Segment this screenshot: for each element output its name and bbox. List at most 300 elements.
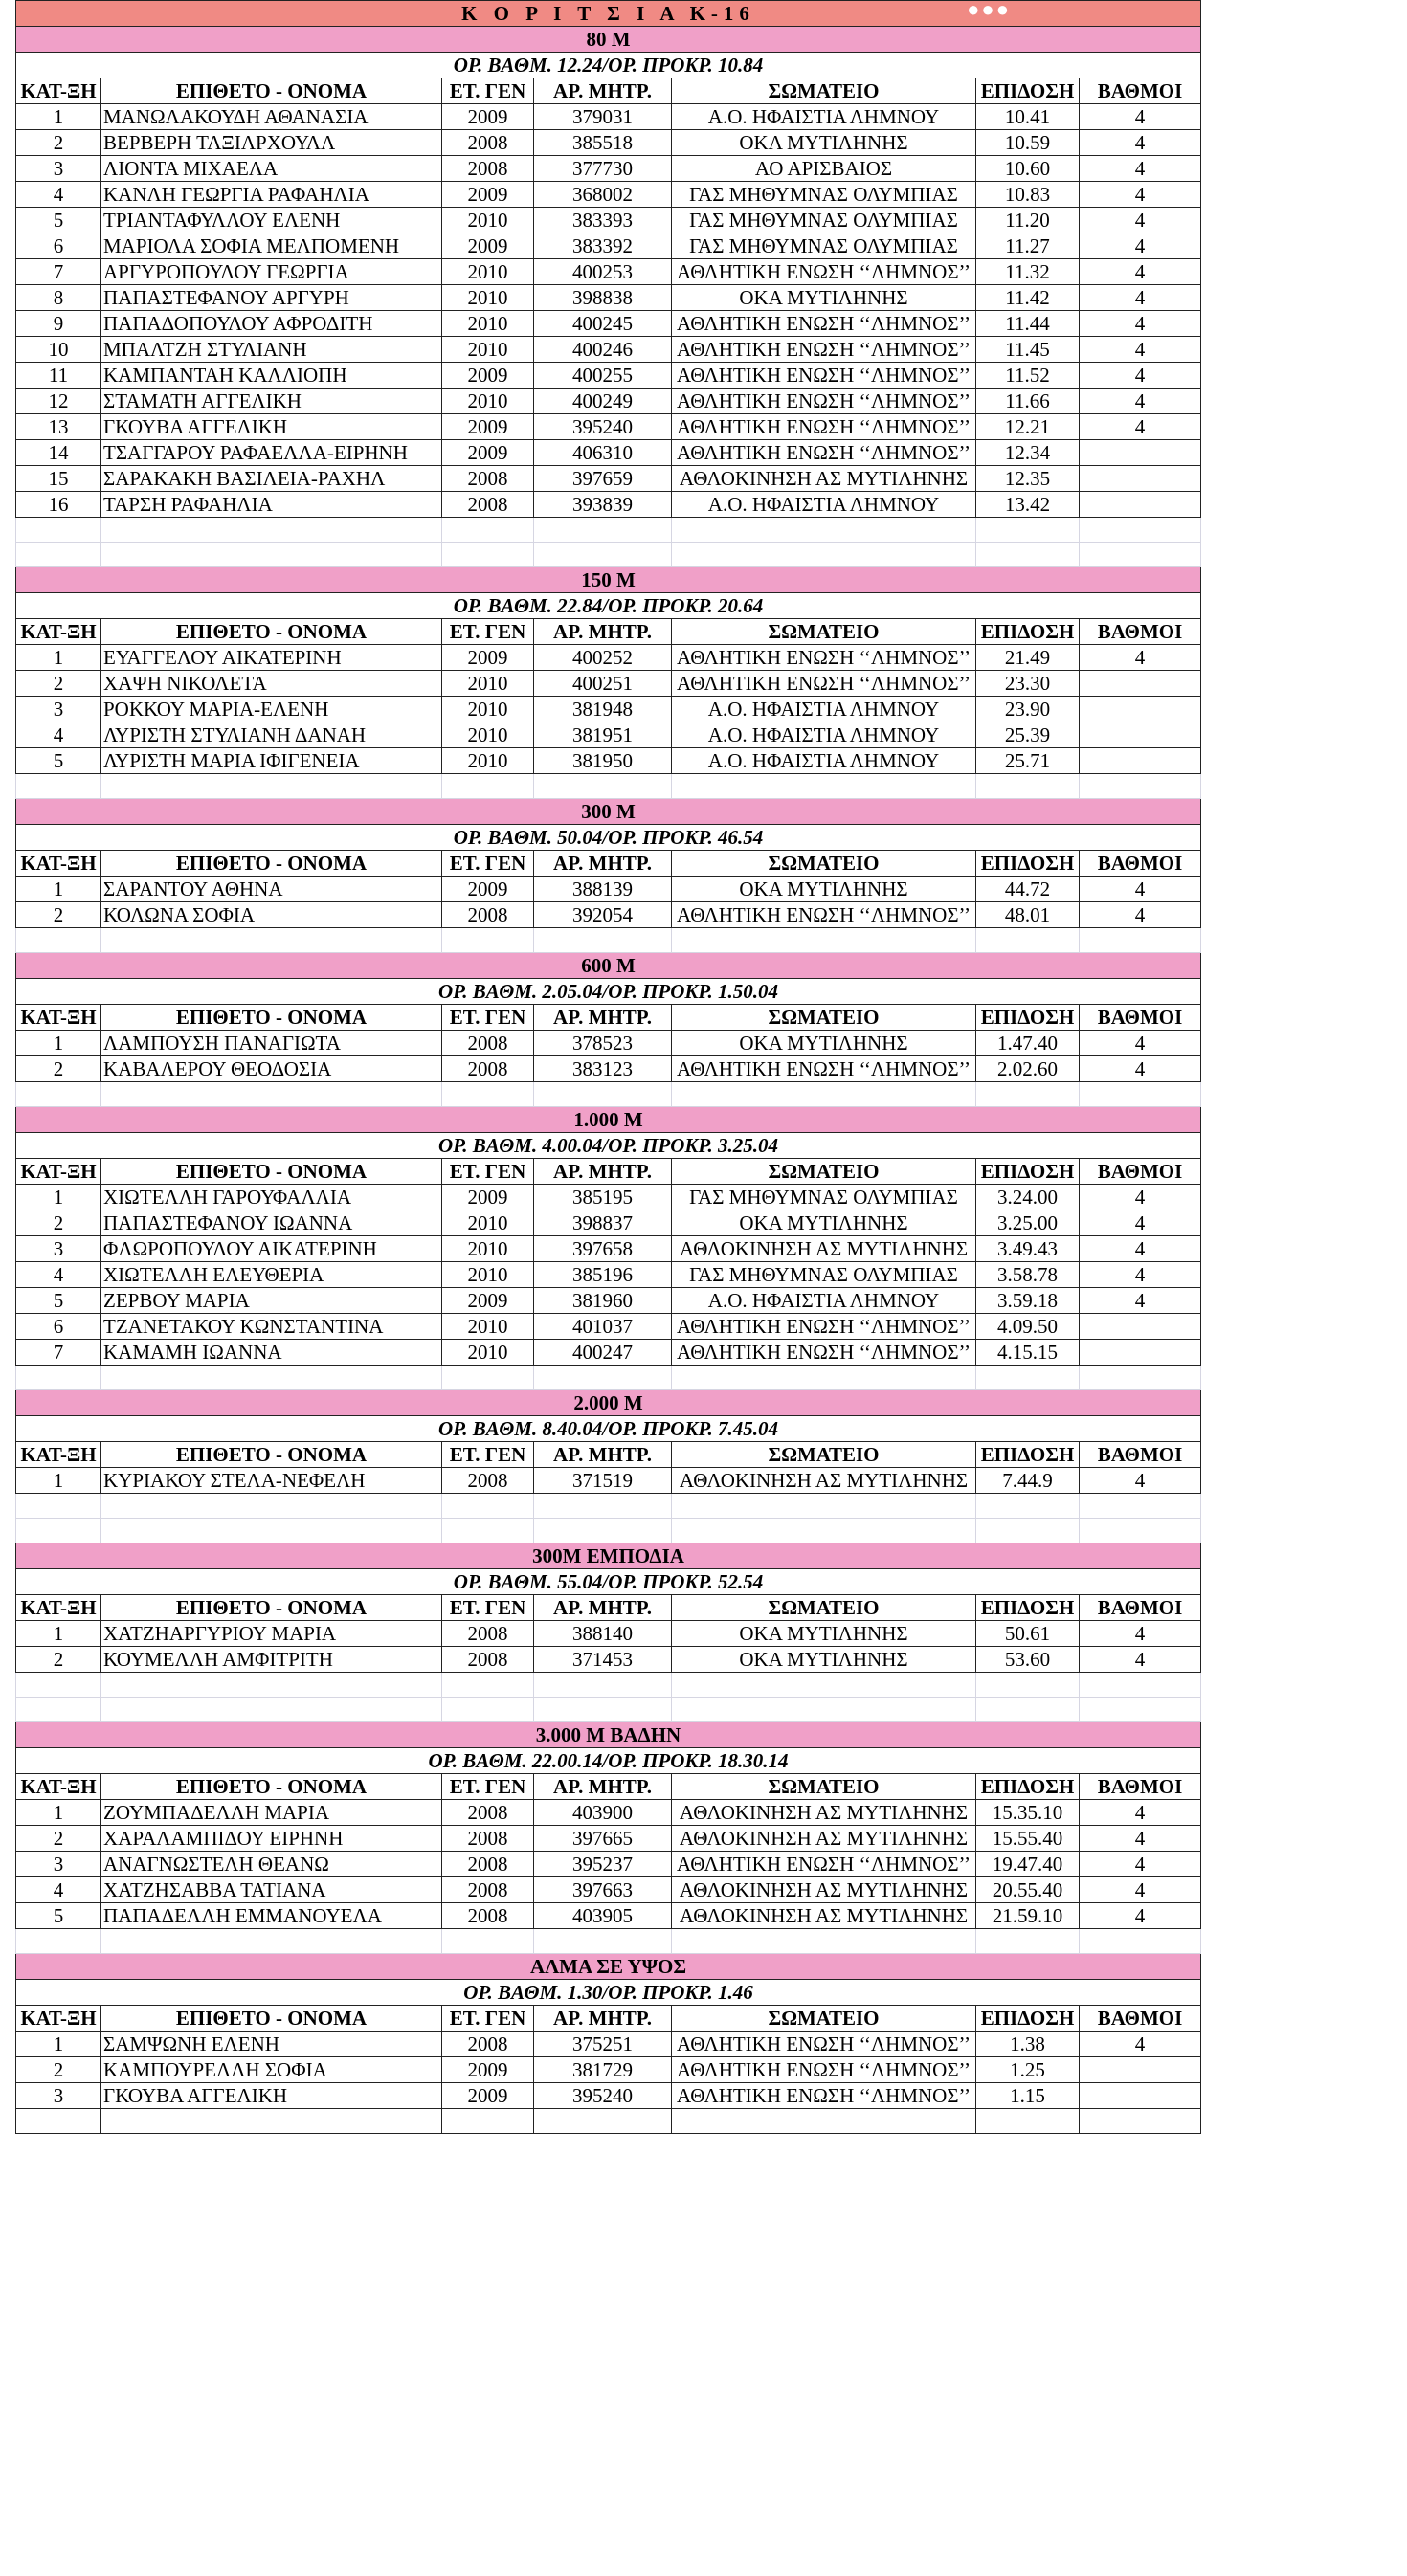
column-header: ΣΩΜΑΤΕΙΟ	[672, 1774, 976, 1800]
event-name: ΑΛΜΑ ΣΕ ΥΨΟΣ	[16, 1954, 1201, 1980]
table-cell: ΑΘΛΟΚΙΝΗΣΗ ΑΣ ΜΥΤΙΛΗΝΗΣ	[672, 1877, 976, 1903]
table-row[interactable]	[16, 492, 1201, 518]
table-cell: ΧΙΩΤΕΛΛΗ ΕΛΕΥΘΕΡΙΑ	[101, 1262, 442, 1288]
table-cell: ΑΘΛΟΚΙΝΗΣΗ ΑΣ ΜΥΤΙΛΗΝΗΣ	[672, 1236, 976, 1262]
table-cell: 2008	[442, 1056, 534, 1082]
table-cell: 1.38	[976, 2032, 1080, 2057]
empty-cell	[1080, 518, 1201, 543]
empty-cell	[672, 543, 976, 567]
event-record	[16, 1748, 1201, 1774]
table-row[interactable]	[16, 1877, 1201, 1903]
table-cell: 381948	[534, 697, 672, 722]
empty-cell	[672, 1519, 976, 1543]
empty-cell	[976, 2109, 1080, 2134]
empty-cell	[1080, 2109, 1201, 2134]
table-row[interactable]	[16, 182, 1201, 208]
column-header: ΑΡ. ΜΗΤΡ.	[534, 1774, 672, 1800]
table-row[interactable]	[16, 1621, 1201, 1647]
table-row[interactable]	[16, 2083, 1201, 2109]
table-cell: 21.59.10	[976, 1903, 1080, 1929]
table-cell: 3	[16, 1852, 101, 1877]
column-header: ΑΡ. ΜΗΤΡ.	[534, 2006, 672, 2032]
table-cell: ΑΘΛΗΤΙΚΗ ΕΝΩΣΗ ‘‘ΛΗΜΝΟΣ’’	[672, 902, 976, 928]
table-cell: 3	[16, 2083, 101, 2109]
table-cell: 13.42	[976, 492, 1080, 518]
table-cell	[1080, 440, 1201, 466]
more-options-icon[interactable]: ●●●	[967, 0, 1012, 21]
empty-cell	[534, 1673, 672, 1698]
column-header: ΚΑΤ-ΞΗ	[16, 1005, 101, 1031]
column-header: ΚΑΤ-ΞΗ	[16, 2006, 101, 2032]
empty-cell	[976, 928, 1080, 953]
table-row[interactable]	[16, 259, 1201, 285]
table-cell: ΑΘΛΗΤΙΚΗ ΕΝΩΣΗ ‘‘ΛΗΜΝΟΣ’’	[672, 337, 976, 363]
empty-cell	[672, 518, 976, 543]
empty-cell	[976, 543, 1080, 567]
table-cell: 4	[1080, 2032, 1201, 2057]
empty-cell	[1080, 1673, 1201, 1698]
table-cell: 4	[1080, 1800, 1201, 1826]
empty-cell	[442, 2109, 534, 2134]
table-row[interactable]	[16, 1826, 1201, 1852]
table-cell: ΓΑΣ ΜΗΘΥΜΝΑΣ ΟΛΥΜΠΙΑΣ	[672, 182, 976, 208]
column-header: ΕΤ. ΓΕΝ	[442, 2006, 534, 2032]
column-header: ΕΠΙΔΟΣΗ	[976, 1159, 1080, 1185]
event-record-text: ΟΡ. ΒΑΘΜ. 50.04/ΟΡ. ΠΡΟΚΡ. 46.54	[16, 825, 1201, 851]
table-cell: 44.72	[976, 877, 1080, 902]
column-header-row	[16, 619, 1201, 645]
table-row[interactable]	[16, 1903, 1201, 1929]
table-cell: 4	[16, 182, 101, 208]
table-cell: 4	[1080, 389, 1201, 414]
column-header-row	[16, 1442, 1201, 1468]
table-cell: ΑΘΛΗΤΙΚΗ ΕΝΩΣΗ ‘‘ΛΗΜΝΟΣ’’	[672, 440, 976, 466]
table-cell: 2010	[442, 671, 534, 697]
column-header: ΕΠΙΔΟΣΗ	[976, 619, 1080, 645]
table-cell: 16	[16, 492, 101, 518]
empty-cell	[442, 518, 534, 543]
empty-cell	[976, 1082, 1080, 1107]
empty-cell	[442, 1673, 534, 1698]
table-cell: ΧΑΤΖΗΑΡΓΥΡΙΟΥ ΜΑΡΙΑ	[101, 1621, 442, 1647]
table-row[interactable]	[16, 130, 1201, 156]
column-header: ΕΠΙΘΕΤΟ - ΟΝΟΜΑ	[101, 1774, 442, 1800]
table-cell: 50.61	[976, 1621, 1080, 1647]
table-row[interactable]	[16, 104, 1201, 130]
column-header: ΕΤ. ΓΕΝ	[442, 1159, 534, 1185]
column-header: ΒΑΘΜΟΙ	[1080, 2006, 1201, 2032]
column-header: ΕΠΙΘΕΤΟ - ΟΝΟΜΑ	[101, 1159, 442, 1185]
empty-cell	[534, 1082, 672, 1107]
empty-cell	[672, 928, 976, 953]
table-cell: ΟΚΑ ΜΥΤΙΛΗΝΗΣ	[672, 1031, 976, 1056]
table-cell: 11.52	[976, 363, 1080, 389]
column-header: ΚΑΤ-ΞΗ	[16, 851, 101, 877]
table-cell: ΛΥΡΙΣΤΗ ΜΑΡΙΑ ΙΦΙΓΕΝΕΙΑ	[101, 748, 442, 774]
column-header: ΑΡ. ΜΗΤΡ.	[534, 78, 672, 104]
table-cell: ΑΘΛΟΚΙΝΗΣΗ ΑΣ ΜΥΤΙΛΗΝΗΣ	[672, 1800, 976, 1826]
column-header: ΑΡ. ΜΗΤΡ.	[534, 619, 672, 645]
table-cell: ΑΘΛΟΚΙΝΗΣΗ ΑΣ ΜΥΤΙΛΗΝΗΣ	[672, 466, 976, 492]
table-cell: 383393	[534, 208, 672, 233]
table-cell: 11.45	[976, 337, 1080, 363]
empty-cell	[442, 1082, 534, 1107]
column-header: ΕΠΙΘΕΤΟ - ΟΝΟΜΑ	[101, 1005, 442, 1031]
table-cell	[1080, 2057, 1201, 2083]
table-cell: 10.83	[976, 182, 1080, 208]
table-row[interactable]	[16, 1056, 1201, 1082]
empty-cell	[1080, 1494, 1201, 1519]
column-header: ΕΤ. ΓΕΝ	[442, 851, 534, 877]
table-row[interactable]	[16, 645, 1201, 671]
spacer-row	[16, 1519, 1201, 1543]
table-cell: 1	[16, 1800, 101, 1826]
table-cell: ΑΘΛΗΤΙΚΗ ΕΝΩΣΗ ‘‘ΛΗΜΝΟΣ’’	[672, 311, 976, 337]
table-cell: 2009	[442, 440, 534, 466]
table-cell	[1080, 1314, 1201, 1340]
empty-cell	[16, 1366, 101, 1390]
table-cell: 2009	[442, 2057, 534, 2083]
event-header	[16, 1722, 1201, 1748]
table-cell: 2	[16, 130, 101, 156]
table-cell: 2010	[442, 1236, 534, 1262]
table-cell: 392054	[534, 902, 672, 928]
table-cell: ΧΑΨΗ ΝΙΚΟΛΕΤΑ	[101, 671, 442, 697]
table-cell: ΑΘΛΗΤΙΚΗ ΕΝΩΣΗ ‘‘ΛΗΜΝΟΣ’’	[672, 414, 976, 440]
table-cell: ΑΘΛΗΤΙΚΗ ΕΝΩΣΗ ‘‘ΛΗΜΝΟΣ’’	[672, 363, 976, 389]
column-header: ΕΠΙΘΕΤΟ - ΟΝΟΜΑ	[101, 78, 442, 104]
empty-cell	[16, 2109, 101, 2134]
table-cell: ΧΑΤΖΗΣΑΒΒΑ ΤΑΤΙΑΝΑ	[101, 1877, 442, 1903]
table-cell: 15	[16, 466, 101, 492]
table-cell: 4	[1080, 233, 1201, 259]
table-cell: 378523	[534, 1031, 672, 1056]
empty-cell	[976, 1698, 1080, 1722]
table-cell: 2010	[442, 337, 534, 363]
empty-cell	[534, 543, 672, 567]
table-cell: ΓΑΣ ΜΗΘΥΜΝΑΣ ΟΛΥΜΠΙΑΣ	[672, 1262, 976, 1288]
table-cell: ΜΑΡΙΟΛΑ ΣΟΦΙΑ ΜΕΛΠΟΜΕΝΗ	[101, 233, 442, 259]
table-row[interactable]	[16, 466, 1201, 492]
column-header: ΚΑΤ-ΞΗ	[16, 78, 101, 104]
empty-cell	[442, 1366, 534, 1390]
table-cell: 2009	[442, 2083, 534, 2109]
table-cell: 2010	[442, 722, 534, 748]
table-cell: 1	[16, 1468, 101, 1494]
table-cell: 2008	[442, 1903, 534, 1929]
table-cell: ΠΑΠΑΣΤΕΦΑΝΟΥ ΑΡΓΥΡΗ	[101, 285, 442, 311]
empty-cell	[534, 1366, 672, 1390]
table-cell: 2010	[442, 1340, 534, 1366]
table-cell: 397663	[534, 1877, 672, 1903]
empty-cell	[534, 2109, 672, 2134]
table-cell: 2009	[442, 645, 534, 671]
table-cell: 4	[1080, 285, 1201, 311]
empty-cell	[442, 1698, 534, 1722]
table-cell: ΑΘΛΗΤΙΚΗ ΕΝΩΣΗ ‘‘ΛΗΜΝΟΣ’’	[672, 2057, 976, 2083]
table-cell: ΑΝΑΓΝΩΣΤΕΛΗ ΘΕΑΝΩ	[101, 1852, 442, 1877]
table-row[interactable]	[16, 440, 1201, 466]
table-cell: 4	[1080, 1262, 1201, 1288]
table-cell: 2009	[442, 104, 534, 130]
table-cell: ΡΟΚΚΟΥ ΜΑΡΙΑ-ΕΛΕΝΗ	[101, 697, 442, 722]
table-cell: 385196	[534, 1262, 672, 1288]
table-row[interactable]	[16, 1314, 1201, 1340]
empty-cell	[672, 1494, 976, 1519]
table-row[interactable]	[16, 156, 1201, 182]
table-cell: ΟΚΑ ΜΥΤΙΛΗΝΗΣ	[672, 285, 976, 311]
empty-cell	[101, 2109, 442, 2134]
table-row[interactable]	[16, 697, 1201, 722]
table-row[interactable]	[16, 285, 1201, 311]
spacer-row	[16, 1929, 1201, 1954]
event-record-text: ΟΡ. ΒΑΘΜ. 22.84/ΟΡ. ΠΡΟΚΡ. 20.64	[16, 593, 1201, 619]
table-row[interactable]	[16, 722, 1201, 748]
table-cell: 3	[16, 1236, 101, 1262]
column-header: ΚΑΤ-ΞΗ	[16, 619, 101, 645]
table-cell	[1080, 697, 1201, 722]
table-cell: 2	[16, 902, 101, 928]
empty-cell	[442, 774, 534, 799]
event-record	[16, 1133, 1201, 1159]
table-cell: 400255	[534, 363, 672, 389]
empty-cell	[534, 774, 672, 799]
table-cell: 2008	[442, 1877, 534, 1903]
table-cell: 7.44.9	[976, 1468, 1080, 1494]
empty-cell	[976, 1366, 1080, 1390]
table-cell: 4	[1080, 182, 1201, 208]
table-cell: 4	[1080, 130, 1201, 156]
column-header: ΕΠΙΘΕΤΟ - ΟΝΟΜΑ	[101, 619, 442, 645]
table-cell: 4	[1080, 902, 1201, 928]
table-cell: 395240	[534, 414, 672, 440]
table-cell: 371453	[534, 1647, 672, 1673]
empty-cell	[672, 1082, 976, 1107]
event-record	[16, 53, 1201, 78]
event-record	[16, 1980, 1201, 2006]
table-cell: 381729	[534, 2057, 672, 2083]
table-cell: 397665	[534, 1826, 672, 1852]
table-cell: ΤΡΙΑΝΤΑΦΥΛΛΟΥ ΕΛΕΝΗ	[101, 208, 442, 233]
table-cell: 2010	[442, 311, 534, 337]
table-cell: 25.71	[976, 748, 1080, 774]
table-cell: 2008	[442, 492, 534, 518]
table-cell	[1080, 1340, 1201, 1366]
event-name: 300 M	[16, 799, 1201, 825]
column-header: ΕΤ. ΓΕΝ	[442, 78, 534, 104]
column-header-row	[16, 1159, 1201, 1185]
table-cell: 3.25.00	[976, 1210, 1080, 1236]
event-name: 1.000 M	[16, 1107, 1201, 1133]
event-header	[16, 953, 1201, 979]
table-cell: ΧΑΡΑΛΑΜΠΙΔΟΥ ΕΙΡΗΝΗ	[101, 1826, 442, 1852]
table-cell: 2010	[442, 1210, 534, 1236]
table-cell: 403900	[534, 1800, 672, 1826]
table-cell: Α.Ο. ΗΦΑΙΣΤΙΑ ΛΗΜΝΟΥ	[672, 722, 976, 748]
table-row[interactable]	[16, 1340, 1201, 1366]
table-cell: ΛΑΜΠΟΥΣΗ ΠΑΝΑΓΙΩΤΑ	[101, 1031, 442, 1056]
table-cell: 371519	[534, 1468, 672, 1494]
table-cell: Α.Ο. ΗΦΑΙΣΤΙΑ ΛΗΜΝΟΥ	[672, 748, 976, 774]
table-cell: ΚΥΡΙΑΚΟΥ ΣΤΕΛΑ-ΝΕΦΕΛΗ	[101, 1468, 442, 1494]
table-cell: 2008	[442, 1647, 534, 1673]
table-row[interactable]	[16, 233, 1201, 259]
table-cell: 2010	[442, 285, 534, 311]
table-cell: 400245	[534, 311, 672, 337]
table-cell: 53.60	[976, 1647, 1080, 1673]
table-cell: ΚΑΜΑΜΗ ΙΩΑΝΝΑ	[101, 1340, 442, 1366]
table-cell: 12	[16, 389, 101, 414]
column-header: ΣΩΜΑΤΕΙΟ	[672, 851, 976, 877]
table-cell: 15.55.40	[976, 1826, 1080, 1852]
empty-cell	[976, 1673, 1080, 1698]
table-cell: 2009	[442, 1288, 534, 1314]
table-cell: 4	[1080, 156, 1201, 182]
spacer-row	[16, 543, 1201, 567]
table-cell: 1	[16, 104, 101, 130]
table-cell: ΚΟΛΩΝΑ ΣΟΦΙΑ	[101, 902, 442, 928]
table-cell: Α.Ο. ΗΦΑΙΣΤΙΑ ΛΗΜΝΟΥ	[672, 1288, 976, 1314]
table-row[interactable]	[16, 877, 1201, 902]
table-cell: ΑΘΛΟΚΙΝΗΣΗ ΑΣ ΜΥΤΙΛΗΝΗΣ	[672, 1903, 976, 1929]
empty-row	[16, 2109, 1201, 2134]
event-record	[16, 979, 1201, 1005]
column-header: ΚΑΤ-ΞΗ	[16, 1159, 101, 1185]
table-cell: 400249	[534, 389, 672, 414]
table-cell: 1.47.40	[976, 1031, 1080, 1056]
table-cell: 4	[1080, 1647, 1201, 1673]
column-header: ΣΩΜΑΤΕΙΟ	[672, 1159, 976, 1185]
table-cell: ΜΠΑΛΤΖΗ ΣΤΥΛΙΑΝΗ	[101, 337, 442, 363]
table-cell: Α.Ο. ΗΦΑΙΣΤΙΑ ΛΗΜΝΟΥ	[672, 697, 976, 722]
table-row[interactable]	[16, 389, 1201, 414]
empty-cell	[16, 518, 101, 543]
empty-cell	[672, 1698, 976, 1722]
empty-cell	[672, 774, 976, 799]
event-record	[16, 825, 1201, 851]
table-row[interactable]	[16, 337, 1201, 363]
empty-cell	[1080, 1519, 1201, 1543]
empty-cell	[101, 1494, 442, 1519]
table-cell: 400251	[534, 671, 672, 697]
column-header: ΕΠΙΘΕΤΟ - ΟΝΟΜΑ	[101, 1595, 442, 1621]
table-row[interactable]	[16, 1031, 1201, 1056]
table-cell: 400253	[534, 259, 672, 285]
table-cell: 1.15	[976, 2083, 1080, 2109]
table-cell: 2008	[442, 2032, 534, 2057]
empty-cell	[1080, 774, 1201, 799]
event-record	[16, 1416, 1201, 1442]
table-row[interactable]	[16, 2032, 1201, 2057]
table-row[interactable]	[16, 1210, 1201, 1236]
table-cell: 4.09.50	[976, 1314, 1080, 1340]
table-cell: 400252	[534, 645, 672, 671]
table-row[interactable]	[16, 311, 1201, 337]
table-cell: 4	[1080, 1852, 1201, 1877]
table-row[interactable]	[16, 1288, 1201, 1314]
empty-cell	[976, 774, 1080, 799]
empty-cell	[16, 1494, 101, 1519]
table-row[interactable]	[16, 902, 1201, 928]
table-cell: ΓΑΣ ΜΗΘΥΜΝΑΣ ΟΛΥΜΠΙΑΣ	[672, 233, 976, 259]
event-record	[16, 593, 1201, 619]
table-row[interactable]	[16, 1647, 1201, 1673]
table-row[interactable]	[16, 1468, 1201, 1494]
table-row[interactable]	[16, 1800, 1201, 1826]
event-header	[16, 567, 1201, 593]
empty-cell	[976, 518, 1080, 543]
empty-cell	[442, 1494, 534, 1519]
table-cell: 2008	[442, 1826, 534, 1852]
empty-cell	[16, 1929, 101, 1954]
column-header: ΑΡ. ΜΗΤΡ.	[534, 1005, 672, 1031]
table-cell: 4	[1080, 1877, 1201, 1903]
table-cell: 397658	[534, 1236, 672, 1262]
event-name: 300Μ ΕΜΠΟΔΙΑ	[16, 1543, 1201, 1569]
table-row[interactable]	[16, 208, 1201, 233]
table-row[interactable]	[16, 1236, 1201, 1262]
table-cell: ΚΑΒΑΛΕΡΟΥ ΘΕΟΔΟΣΙΑ	[101, 1056, 442, 1082]
table-cell: ΑΘΛΗΤΙΚΗ ΕΝΩΣΗ ‘‘ΛΗΜΝΟΣ’’	[672, 2032, 976, 2057]
table-cell: ΤΑΡΣΗ ΡΑΦΑΗΛΙΑ	[101, 492, 442, 518]
table-cell: 4	[1080, 1056, 1201, 1082]
table-row[interactable]	[16, 414, 1201, 440]
table-row[interactable]	[16, 2057, 1201, 2083]
column-header: ΕΤ. ΓΕΝ	[442, 1595, 534, 1621]
table-cell: 3.58.78	[976, 1262, 1080, 1288]
empty-cell	[16, 774, 101, 799]
table-cell: 23.90	[976, 697, 1080, 722]
table-cell: 2008	[442, 902, 534, 928]
column-header: ΕΠΙΔΟΣΗ	[976, 1442, 1080, 1468]
table-row[interactable]	[16, 1852, 1201, 1877]
empty-cell	[101, 1929, 442, 1954]
table-cell: 2008	[442, 1031, 534, 1056]
table-cell: 1	[16, 1621, 101, 1647]
column-header: ΕΤ. ΓΕΝ	[442, 1774, 534, 1800]
table-cell: 4	[1080, 1826, 1201, 1852]
table-cell: 4	[1080, 1185, 1201, 1210]
table-cell: 12.35	[976, 466, 1080, 492]
event-header	[16, 1543, 1201, 1569]
sheet-title: Κ Ο Ρ Ι Τ Σ Ι Α Κ-16	[461, 2, 755, 25]
table-cell: ΑΘΛΗΤΙΚΗ ΕΝΩΣΗ ‘‘ΛΗΜΝΟΣ’’	[672, 389, 976, 414]
column-header: ΣΩΜΑΤΕΙΟ	[672, 1005, 976, 1031]
empty-cell	[101, 1519, 442, 1543]
table-cell: 388140	[534, 1621, 672, 1647]
table-cell: 2.02.60	[976, 1056, 1080, 1082]
table-cell: ΚΑΜΠΟΥΡΕΛΛΗ ΣΟΦΙΑ	[101, 2057, 442, 2083]
table-cell: 385195	[534, 1185, 672, 1210]
table-row[interactable]	[16, 1262, 1201, 1288]
table-cell: 4	[1080, 414, 1201, 440]
column-header: ΑΡ. ΜΗΤΡ.	[534, 1442, 672, 1468]
table-cell: 406310	[534, 440, 672, 466]
table-row[interactable]	[16, 748, 1201, 774]
table-cell	[1080, 492, 1201, 518]
table-row[interactable]	[16, 1185, 1201, 1210]
spacer-row	[16, 1366, 1201, 1390]
table-cell: 11.20	[976, 208, 1080, 233]
results-table	[15, 0, 1201, 2134]
table-row[interactable]	[16, 363, 1201, 389]
table-cell: 383123	[534, 1056, 672, 1082]
column-header: ΕΠΙΔΟΣΗ	[976, 1595, 1080, 1621]
table-cell: 2	[16, 1056, 101, 1082]
table-row[interactable]	[16, 671, 1201, 697]
table-cell: 4	[1080, 337, 1201, 363]
table-cell: ΟΚΑ ΜΥΤΙΛΗΝΗΣ	[672, 1621, 976, 1647]
